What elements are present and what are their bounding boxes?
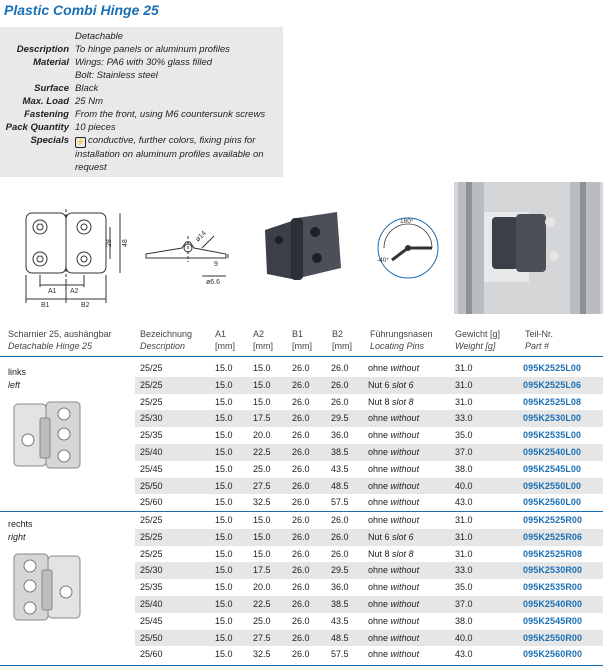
cell-part-number[interactable]: 095K2560R00: [523, 649, 583, 660]
cell-description: 25/30: [140, 413, 163, 424]
cell-weight: 38.0: [455, 463, 473, 474]
cell-part-number[interactable]: 095K2550R00: [523, 632, 583, 643]
header-en: Locating Pins: [370, 341, 425, 351]
locating-en: slot 8: [392, 548, 414, 559]
cell-description: 25/35: [140, 582, 163, 593]
locating-de: ohne: [368, 480, 389, 491]
cell-b2: 29.5: [331, 565, 349, 576]
cell-a2: 27.5: [253, 632, 271, 643]
locating-en: slot 6: [392, 531, 414, 542]
group-label: [8, 518, 33, 544]
cell-weight: 43.0: [455, 649, 473, 660]
table-row: [135, 360, 603, 377]
table-row: [135, 562, 603, 579]
table-row: [135, 478, 603, 495]
cell-description: 25/35: [140, 430, 163, 441]
cell-b2: 36.0: [331, 582, 349, 593]
cell-b2: 43.5: [331, 463, 349, 474]
cell-weight: 43.0: [455, 497, 473, 508]
cell-a1: 15.0: [215, 649, 233, 660]
cell-locating-pins: [368, 410, 419, 427]
table-row: [135, 427, 603, 444]
cell-a2: 22.5: [253, 599, 271, 609]
column-header-a1: [215, 328, 235, 352]
cell-a1: 15.0: [215, 379, 233, 390]
cell-locating-pins: [368, 377, 414, 394]
header-de: Bezeichnung: [140, 329, 193, 339]
spec-value: [75, 134, 283, 174]
cell-a2: 15.0: [253, 515, 271, 525]
table-bottom-rule: [0, 665, 603, 666]
cell-weight: 31.0: [455, 396, 473, 407]
cell-description: 25/45: [140, 615, 163, 626]
table-row: [135, 613, 603, 630]
cell-a1: 15.0: [215, 582, 233, 593]
locating-en: without: [390, 615, 420, 626]
header-de: B1: [292, 329, 304, 339]
cell-b1: 26.0: [292, 649, 310, 660]
cell-a1: 15.0: [215, 413, 233, 424]
locating-en: without: [390, 497, 420, 508]
page-title: Plastic Combi Hinge 25: [4, 2, 159, 18]
cell-b2: 57.5: [331, 497, 349, 508]
locating-en: slot 8: [392, 396, 414, 407]
cell-weight: 31.0: [455, 531, 473, 542]
dimension-label-a2: A2: [70, 288, 79, 295]
column-header-description: [140, 328, 192, 352]
dimension-label-d14: ø14: [194, 229, 208, 244]
cell-description: 25/50: [140, 632, 163, 643]
cell-part-number[interactable]: 095K2525L08: [523, 396, 582, 407]
left-hinge-icon: [12, 400, 82, 470]
cell-locating-pins: [368, 427, 419, 444]
column-header-weight: [455, 328, 500, 352]
cell-part-number[interactable]: 095K2525R08: [523, 548, 583, 559]
cell-b2: 48.5: [331, 480, 349, 491]
cell-a2: 20.0: [253, 430, 271, 441]
table-row: [135, 596, 603, 613]
spec-label: Max. Load: [22, 96, 69, 107]
cell-a1: 15.0: [215, 363, 233, 373]
locating-en: without: [390, 649, 420, 660]
spec-value: From the front, using M6 countersunk screws: [75, 109, 266, 120]
cell-description: 25/25: [140, 396, 163, 407]
cell-weight: 35.0: [455, 582, 473, 593]
cell-locating-pins: [368, 494, 419, 511]
cell-b2: 26.0: [331, 363, 349, 373]
cell-a2: 17.5: [253, 413, 271, 424]
cell-a2: 25.0: [253, 615, 271, 626]
locating-de: ohne: [368, 649, 389, 660]
right-hinge-icon: [12, 552, 82, 622]
cell-description: 25/30: [140, 565, 163, 576]
cell-a2: 15.0: [253, 396, 271, 407]
locating-de: Nut 8: [368, 548, 390, 559]
cell-part-number[interactable]: 095K2535L00: [523, 430, 582, 441]
table-row: [135, 546, 603, 563]
spec-label: Fastening: [24, 109, 69, 120]
cell-weight: 33.0: [455, 413, 473, 424]
header-unit: [mm]: [253, 341, 273, 351]
cell-locating-pins: [368, 646, 419, 663]
cell-b2: 38.5: [331, 447, 349, 457]
cell-description: 25/45: [140, 463, 163, 474]
cell-weight: 38.0: [455, 615, 473, 626]
cell-b2: 38.5: [331, 599, 349, 609]
cell-weight: 37.0: [455, 447, 473, 457]
cell-b2: 26.0: [331, 379, 349, 390]
header-de: Führungsnasen: [370, 329, 433, 339]
header-unit: [mm]: [292, 341, 312, 351]
cell-a2: 20.0: [253, 582, 271, 593]
cell-weight: 31.0: [455, 363, 473, 373]
spec-label: Description: [16, 44, 69, 55]
locating-en: without: [390, 515, 420, 525]
cell-part-number[interactable]: 095K2545L00: [523, 463, 582, 474]
header-de: A2: [253, 329, 265, 339]
cell-locating-pins: [368, 512, 419, 529]
table-row: [135, 461, 603, 478]
cell-b2: 26.0: [331, 396, 349, 407]
cell-part-number[interactable]: 095K2525R06: [523, 531, 583, 542]
cell-b2: 26.0: [331, 548, 349, 559]
spec-label: Material: [33, 57, 69, 68]
cell-a2: 17.5: [253, 565, 271, 576]
cell-a1: 15.0: [215, 480, 233, 491]
locating-en: without: [390, 582, 420, 593]
cell-part-number[interactable]: 095K2525L06: [523, 379, 582, 390]
cell-b1: 26.0: [292, 447, 310, 457]
conductive-icon: ⚡: [76, 139, 85, 146]
table-row: [135, 444, 603, 461]
spec-specials-text: conductive, further colors, fixing pins for installation on aluminum profiles available on request: [75, 135, 264, 173]
group-label: [8, 366, 26, 392]
locating-de: ohne: [368, 582, 389, 593]
header-en: Weight [g]: [455, 341, 496, 351]
dimension-label-b1: B1: [41, 302, 50, 309]
dimension-label-48: 48: [122, 239, 129, 247]
table-row: [135, 377, 603, 394]
cell-locating-pins: [368, 613, 419, 630]
spec-label: Surface: [34, 83, 69, 94]
locating-de: ohne: [368, 447, 389, 457]
angle-label-180: 180°: [400, 218, 414, 225]
group-label-de: rechts: [8, 519, 33, 529]
cell-locating-pins: [368, 529, 414, 546]
dimension-label-b2: B2: [81, 302, 90, 309]
cell-b1: 26.0: [292, 363, 310, 373]
dimension-label-28: 28: [106, 239, 113, 247]
cell-b2: 57.5: [331, 649, 349, 660]
locating-en: without: [390, 565, 420, 576]
locating-en: without: [390, 599, 420, 609]
hinge-product-image: [245, 200, 350, 282]
cell-a1: 15.0: [215, 463, 233, 474]
locating-en: slot 6: [392, 379, 414, 390]
column-header-b2: [332, 328, 352, 352]
cell-b1: 26.0: [292, 515, 310, 525]
cell-part-number[interactable]: 095K2525L00: [523, 363, 582, 373]
column-header-locating-pins: [370, 328, 433, 352]
dimension-label-d66: ø6.6: [206, 279, 221, 286]
group-label-en: left: [8, 380, 21, 390]
cell-locating-pins: [368, 360, 419, 377]
cell-part-number[interactable]: 095K2540L00: [523, 447, 582, 457]
locating-de: ohne: [368, 430, 389, 441]
header-de: A1: [215, 329, 227, 339]
table-row: [135, 579, 603, 596]
table-top-rule: [0, 356, 603, 357]
header-de: Teil-Nr.: [525, 329, 554, 339]
cell-weight: 35.0: [455, 430, 473, 441]
spec-value: Bolt: Stainless steel: [75, 70, 158, 81]
cell-b2: 26.0: [331, 531, 349, 542]
cell-description: 25/25: [140, 379, 163, 390]
cell-a1: 15.0: [215, 515, 233, 525]
header-en: Description: [140, 341, 186, 351]
cell-b1: 26.0: [292, 463, 310, 474]
cell-b1: 26.0: [292, 615, 310, 626]
cell-locating-pins: [368, 478, 419, 495]
cell-b1: 26.0: [292, 413, 310, 424]
header-de: Scharnier 25, aushängbar: [8, 329, 112, 339]
cell-b1: 26.0: [292, 548, 310, 559]
table-row: [135, 529, 603, 546]
header-de: B2: [332, 329, 344, 339]
cell-a2: 15.0: [253, 548, 271, 559]
spec-value: 25 Nm: [75, 96, 103, 107]
spec-panel: [0, 27, 283, 177]
table-row: [135, 410, 603, 427]
cell-a2: 15.0: [253, 363, 271, 373]
technical-drawing-side: [142, 228, 232, 286]
table-row: [135, 630, 603, 647]
cell-description: 25/40: [140, 447, 163, 457]
header-de: Gewicht [g]: [455, 329, 501, 339]
cell-b2: 29.5: [331, 413, 349, 424]
spec-value: Black: [75, 83, 99, 94]
cell-a1: 15.0: [215, 396, 233, 407]
locating-en: without: [390, 632, 420, 643]
cell-b1: 26.0: [292, 531, 310, 542]
header-en: Part #: [525, 341, 550, 351]
cell-description: 25/25: [140, 363, 163, 373]
spec-value: To hinge panels or aluminum profiles: [75, 44, 230, 55]
column-header-a2: [253, 328, 273, 352]
cell-b2: 26.0: [331, 515, 349, 525]
table-row: [135, 394, 603, 411]
dimension-label-9: 9: [214, 261, 218, 268]
cell-weight: 40.0: [455, 480, 473, 491]
cell-a2: 32.5: [253, 649, 271, 660]
cell-b1: 26.0: [292, 379, 310, 390]
cell-part-number[interactable]: 095K2530L00: [523, 413, 582, 424]
locating-de: ohne: [368, 463, 389, 474]
cell-part-number[interactable]: 095K2535R00: [523, 582, 583, 593]
cell-b1: 26.0: [292, 480, 310, 491]
cell-b1: 26.0: [292, 430, 310, 441]
cell-description: 25/50: [140, 480, 163, 491]
locating-de: Nut 8: [368, 396, 390, 407]
locating-de: ohne: [368, 413, 389, 424]
locating-en: without: [390, 363, 420, 373]
cell-b1: 26.0: [292, 497, 310, 508]
angle-label-minus40: -40°: [377, 257, 389, 264]
locating-de: ohne: [368, 515, 389, 525]
cell-b1: 26.0: [292, 396, 310, 407]
column-header-part: [525, 328, 553, 352]
locating-en: without: [390, 447, 420, 457]
header-unit: [mm]: [215, 341, 235, 351]
locating-de: Nut 6: [368, 379, 390, 390]
cell-locating-pins: [368, 394, 414, 411]
group-label-de: links: [8, 367, 27, 377]
cell-a1: 15.0: [215, 531, 233, 542]
cell-a2: 15.0: [253, 531, 271, 542]
cell-locating-pins: [368, 546, 414, 563]
cell-b1: 26.0: [292, 632, 310, 643]
cell-locating-pins: [368, 596, 419, 613]
cell-description: 25/25: [140, 515, 163, 525]
cell-a2: 22.5: [253, 447, 271, 457]
locating-en: without: [390, 413, 420, 424]
cell-part-number[interactable]: 095K2525R00: [523, 515, 583, 525]
cell-part-number[interactable]: 095K2530R00: [523, 565, 583, 576]
locating-en: without: [390, 480, 420, 491]
dimension-label-a1: A1: [48, 288, 57, 295]
cell-b1: 26.0: [292, 582, 310, 593]
cell-description: 25/25: [140, 548, 163, 559]
header-en: Detachable Hinge 25: [8, 341, 93, 351]
locating-en: without: [390, 463, 420, 474]
cell-description: 25/60: [140, 649, 163, 660]
cell-a2: 32.5: [253, 497, 271, 508]
technical-drawing-front: [8, 205, 130, 310]
cell-weight: 37.0: [455, 599, 473, 609]
spec-value: Wings: PA6 with 30% glass filled: [75, 57, 213, 68]
cell-locating-pins: [368, 579, 419, 596]
cell-a2: 25.0: [253, 463, 271, 474]
cell-a1: 15.0: [215, 430, 233, 441]
locating-de: ohne: [368, 565, 389, 576]
hinge-group-right: [0, 512, 603, 663]
hinge-group-left: [0, 360, 603, 511]
hinge-on-profile-image: [454, 182, 603, 314]
cell-b2: 48.5: [331, 632, 349, 643]
cell-a1: 15.0: [215, 497, 233, 508]
cell-weight: 31.0: [455, 379, 473, 390]
locating-de: Nut 6: [368, 531, 390, 542]
group-label-en: right: [8, 532, 26, 542]
locating-en: without: [390, 430, 420, 441]
cell-locating-pins: [368, 630, 419, 647]
locating-de: ohne: [368, 615, 389, 626]
cell-description: 25/25: [140, 531, 163, 542]
cell-a2: 15.0: [253, 379, 271, 390]
spec-value: 10 pieces: [75, 122, 116, 133]
cell-weight: 31.0: [455, 548, 473, 559]
cell-description: 25/60: [140, 497, 163, 508]
cell-part-number[interactable]: 095K2540R00: [523, 599, 583, 609]
cell-b1: 26.0: [292, 599, 310, 609]
cell-weight: 31.0: [455, 515, 473, 525]
cell-b1: 26.0: [292, 565, 310, 576]
locating-de: ohne: [368, 632, 389, 643]
cell-part-number[interactable]: 095K2545R00: [523, 615, 583, 626]
cell-description: 25/40: [140, 599, 163, 609]
cell-b2: 43.5: [331, 615, 349, 626]
cell-a2: 27.5: [253, 480, 271, 491]
cell-a1: 15.0: [215, 447, 233, 457]
cell-a1: 15.0: [215, 615, 233, 626]
cell-part-number[interactable]: 095K2550L00: [523, 480, 582, 491]
column-header-b1: [292, 328, 312, 352]
locating-de: ohne: [368, 497, 389, 508]
table-row: [135, 646, 603, 663]
cell-locating-pins: [368, 562, 419, 579]
cell-part-number[interactable]: 095K2560L00: [523, 497, 582, 508]
locating-de: ohne: [368, 599, 389, 609]
cell-a1: 15.0: [215, 599, 233, 609]
column-header-hinge: [8, 328, 112, 352]
locating-de: ohne: [368, 363, 389, 373]
spec-label: Pack Quantity: [5, 122, 69, 133]
cell-b2: 36.0: [331, 430, 349, 441]
cell-a1: 15.0: [215, 548, 233, 559]
cell-weight: 40.0: [455, 632, 473, 643]
header-unit: [mm]: [332, 341, 352, 351]
spec-label: Specials: [30, 135, 69, 146]
rotation-angle-diagram: [370, 212, 446, 284]
cell-weight: 33.0: [455, 565, 473, 576]
table-row: [135, 494, 603, 511]
cell-a1: 15.0: [215, 565, 233, 576]
cell-locating-pins: [368, 461, 419, 478]
cell-locating-pins: [368, 444, 419, 461]
table-row: [135, 512, 603, 529]
spec-value: Detachable: [75, 31, 124, 42]
cell-a1: 15.0: [215, 632, 233, 643]
